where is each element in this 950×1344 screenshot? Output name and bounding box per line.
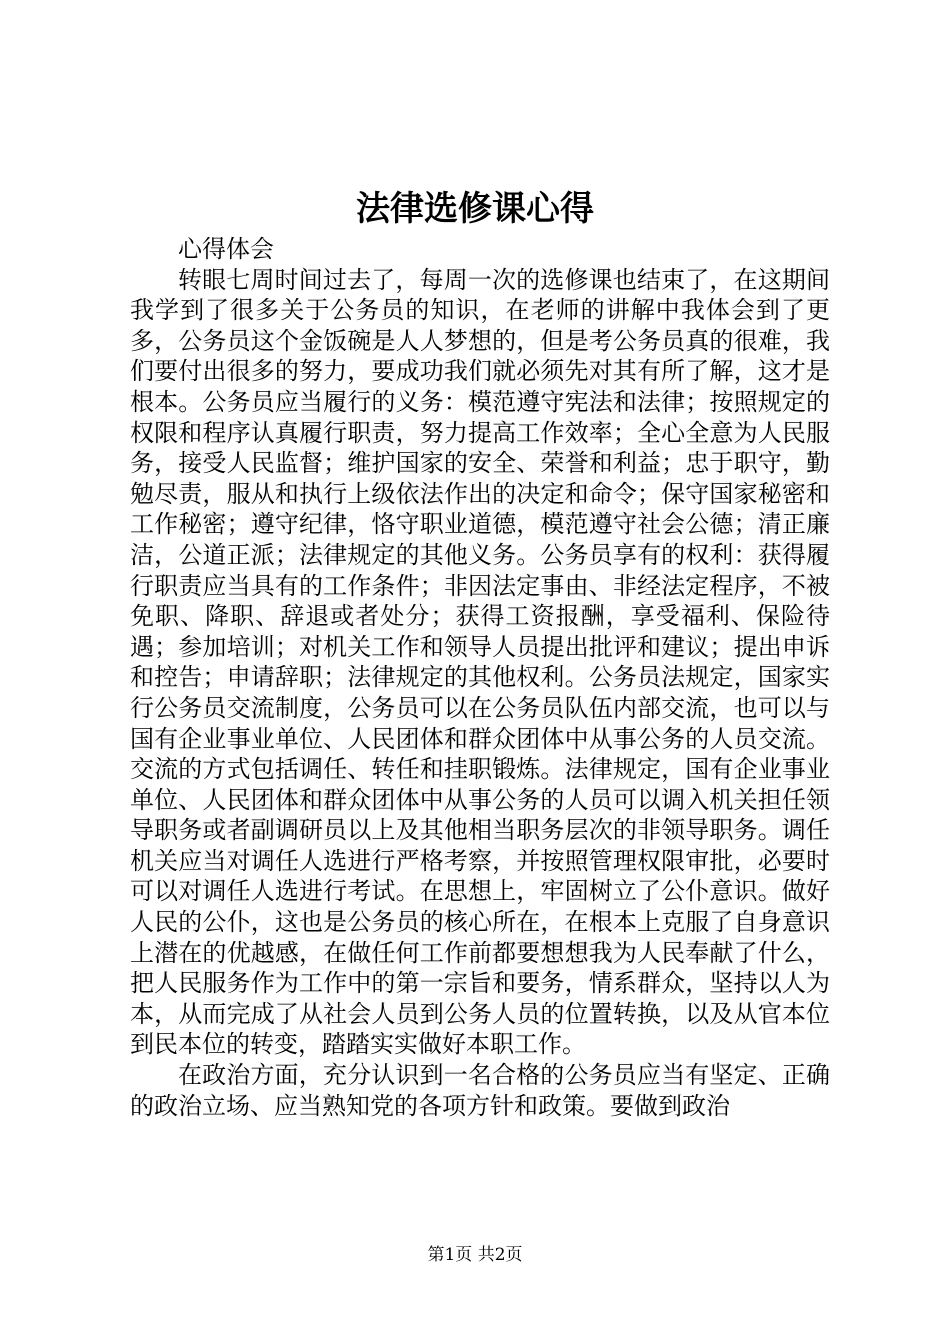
page-footer: 第1页 共2页 <box>427 1245 523 1265</box>
paragraph-main: 转眼七周时间过去了，每周一次的选修课也结束了，在这期间我学到了很多关于公务员的知识，在老师的讲解中我体会到了更多，公务员这个金饭碗是人人梦想的，但是考公务员真的很难，我们要付出很多的努力，要成功我们就必须先对其有所了解，这才是根本。公务员应当履行的义务：模范遵守宪法和法律；按照规定的权限和程序认真履行职责，努力提高工作效率；全心全意为人民服务，接受人民监督；维护国家的安全、荣誉和利益；忠于职守，勤勉尽责，服从和执行上级依法作出的决定和命令；保守国家秘密和工作秘密；遵守纪律，恪守职业道德，模范遵守社会公德；清正廉洁，公道正派；法律规定的其他义务。公务员享有的权利：获得履行职责应当具有的工作条件；非因法定事由、非经法定程序，不被免职、降职、辞退或者处分；获得工资报酬，享受福利、保险待遇；参加培训；对机关工作和领导人员提出批评和建议；提出申诉和控告；申请辞职；法律规定的其他权利。公务员法规定，国家实行公务员交流制度，公务员可以在公务员队伍内部交流，也可以与国有企业事业单位、人民团体和群众团体中从事公务的人员交流。交流的方式包括调任、转任和挂职锻炼。法律规定，国有企业事业单位、人民团体和群众团体中从事公务的人员可以调入机关担任领导职务或者副调研员以上及其他相当职务层次的非领导职务。调任机关应当对调任人选进行严格考察，并按照管理权限审批，必要时可以对调任人选进行考试。在思想上，牢固树立了公仆意识。做好人民的公仆，这也是公务员的核心所在，在根本上克服了自身意识上潜在的优越感，在做任何工作前都要想想我为人民奉献了什么，把人民服务作为工作中的第一宗旨和要务，情系群众，坚持以人为本，从而完成了从社会人员到公务人员的位置转换，以及从官本位到民本位的转变，踏踏实实做好本职工作。 <box>130 265 830 1059</box>
paragraph-politics: 在政治方面，充分认识到一名合格的公务员应当有坚定、正确的政治立场、应当熟知党的各项方针和政策。要做到政治 <box>130 1061 830 1120</box>
document-title: 法律选修课心得 <box>356 189 594 229</box>
paragraph-heading: 心得体会 <box>178 235 274 263</box>
document-body <box>130 234 830 1121</box>
